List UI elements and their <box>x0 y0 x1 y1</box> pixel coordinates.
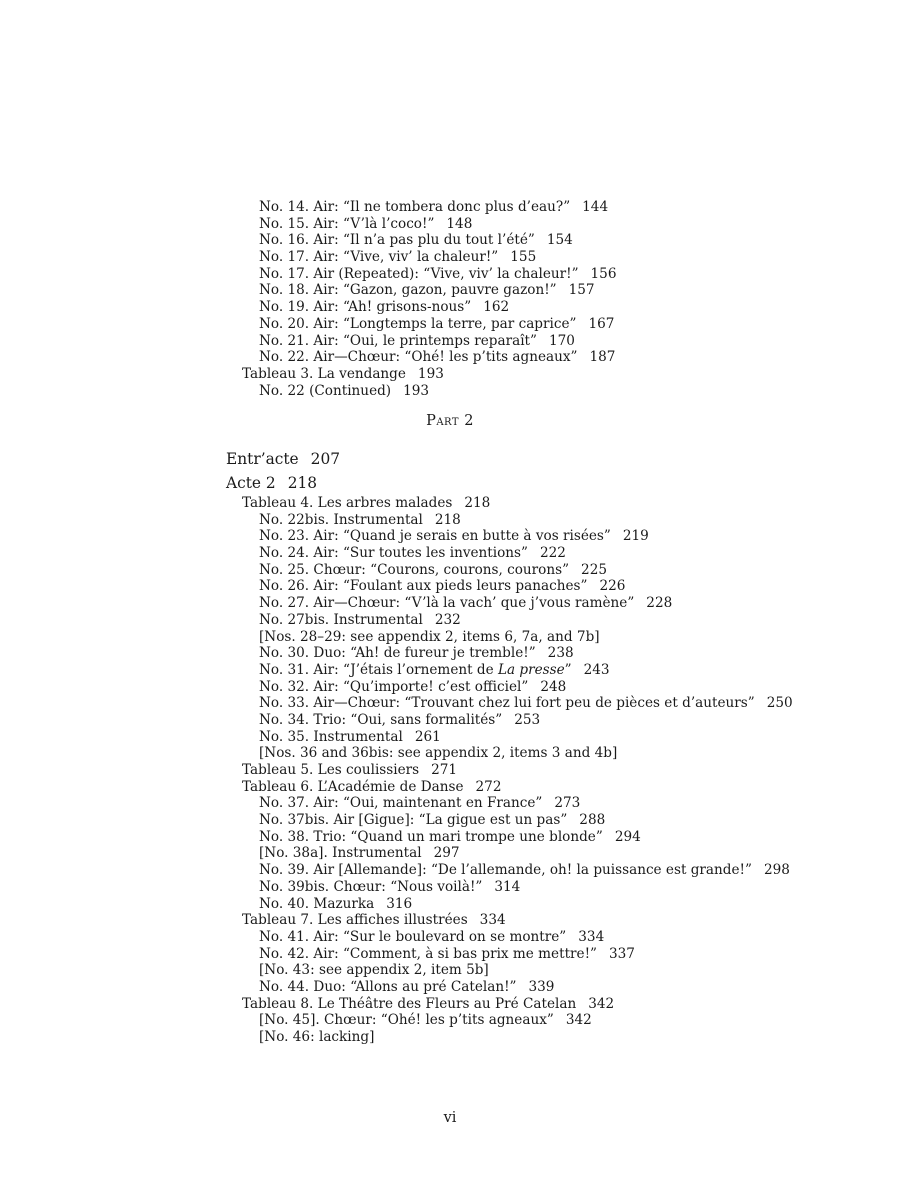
toc-entry-page-number: 193 <box>417 365 444 382</box>
toc-entry-title: No. 22 (Continued) <box>259 382 392 399</box>
toc-number-entry <box>226 266 846 283</box>
toc-entry-page-number: 334 <box>479 912 506 929</box>
toc-part2 <box>226 447 846 1046</box>
toc-entry-title: No. 39bis. Chœur: “Nous voilà!” <box>259 878 483 895</box>
toc-entry-title: No. 17. Air: “Vive, viv’ la chaleur!” <box>259 249 499 266</box>
toc-entry-page-number: 316 <box>386 895 413 912</box>
toc-number-entry <box>226 545 846 562</box>
toc-number-entry <box>226 979 846 996</box>
toc-entry-page-number: 342 <box>565 1012 592 1029</box>
toc-number-entry <box>226 349 846 366</box>
toc-entry-title: Tableau 3. La vendange <box>242 365 406 382</box>
toc-entry-page-number: 167 <box>588 315 615 332</box>
toc-number-entry <box>226 795 846 812</box>
toc-number-entry <box>226 662 846 679</box>
toc-number-entry <box>226 316 846 333</box>
toc-entry-page-number: 154 <box>546 232 573 249</box>
toc-entry-page-number: 314 <box>494 878 521 895</box>
toc-tableau-entry <box>226 495 846 512</box>
toc-number-entry <box>226 829 846 846</box>
toc-entry-page-number: 298 <box>763 862 790 879</box>
toc-entry-page-number: 219 <box>622 528 649 545</box>
toc-number-entry <box>226 845 846 862</box>
toc-entry-page-number: 253 <box>514 711 541 728</box>
toc-entry-title: [No. 43: see appendix 2, item 5b] <box>259 962 489 979</box>
toc-entry-title: [No. 45]. Chœur: “Ohé! les p’tits agneaux” <box>259 1012 554 1029</box>
toc-number-entry <box>226 199 846 216</box>
toc-entry-page-number: 271 <box>431 762 458 778</box>
toc-entry-title: No. 39. Air [Allemande]: “De l’allemande, oh! la puissance est grande!” <box>259 862 752 879</box>
footer-page-number: vi <box>443 1110 457 1126</box>
toc-entry-title: No. 42. Air: “Comment, à si bas prix me mettre!” <box>259 945 597 962</box>
toc-entry-title: No. 21. Air: “Oui, le printemps reparaît” <box>259 332 537 349</box>
toc-number-entry <box>226 879 846 896</box>
toc-entry-page-number: 162 <box>483 299 510 316</box>
section-title: Entr’acte <box>226 450 299 468</box>
toc-entry-page-number: 334 <box>578 928 605 945</box>
toc-entry-title: No. 34. Trio: “Oui, sans formalités” <box>259 711 503 728</box>
toc-entry-title: No. 19. Air: “Ah! grisons-nous” <box>259 299 472 316</box>
toc-entry-title: [Nos. 36 and 36bis: see appendix 2, items 3 and 4b] <box>259 745 618 762</box>
toc-entry-title: [No. 46: lacking] <box>259 1029 375 1045</box>
toc-entry-page-number: 261 <box>414 728 441 745</box>
toc-entry-page-number: 243 <box>583 661 610 678</box>
toc-entry-page-number: 250 <box>766 695 793 712</box>
toc-number-entry <box>226 712 846 729</box>
toc-entry-title: No. 27. Air—Chœur: “V’là la vach’ que j’vous ramène” <box>259 595 635 612</box>
toc-entry-title: No. 38. Trio: “Quand un mari trompe une blonde” <box>259 828 603 845</box>
toc-number-entry <box>226 729 846 746</box>
toc-entry-title: No. 17. Air (Repeated): “Vive, viv’ la chaleur!” <box>259 265 579 282</box>
toc-number-entry <box>226 562 846 579</box>
toc-entry-page-number: 225 <box>581 561 607 578</box>
toc-entry-page-number: 238 <box>547 645 574 662</box>
toc-entry-title: Tableau 6. L’Académie de Danse <box>242 778 464 795</box>
toc-entry-title: Tableau 8. Le Théâtre des Fleurs au Pré Catelan <box>242 995 577 1012</box>
toc-entry-title: No. 25. Chœur: “Courons, courons, courons” <box>259 561 570 578</box>
toc-entry-page-number: 248 <box>540 678 567 695</box>
toc-tableau-entry <box>226 912 846 929</box>
toc-entry-title: No. 26. Air: “Foulant aux pieds leurs panaches” <box>259 578 588 595</box>
toc-number-entry <box>226 695 846 712</box>
toc-number-entry <box>226 612 846 629</box>
toc-entry-title: No. 37bis. Air [Gigue]: “La gigue est un pas” <box>259 812 568 829</box>
toc-entry-title: No. 18. Air: “Gazon, gazon, pauvre gazon!” <box>259 282 557 299</box>
toc-number-entry <box>226 528 846 545</box>
toc-entry-title: No. 23. Air: “Quand je serais en butte à vos risées” <box>259 528 611 545</box>
toc-tableau-entry <box>226 762 846 779</box>
toc-entry-page-number: 297 <box>433 845 460 862</box>
toc-number-entry <box>226 216 846 233</box>
toc-entry-title: No. 20. Air: “Longtemps la terre, par caprice” <box>259 315 577 332</box>
section-heading-entracte <box>226 447 846 471</box>
toc-entry-title: No. 37. Air: “Oui, maintenant en France” <box>259 795 543 812</box>
toc-number-entry <box>226 629 846 646</box>
toc-entry-title: No. 22. Air—Chœur: “Ohé! les p’tits agneaux” <box>259 349 578 366</box>
toc-entry-page-number: 218 <box>464 495 491 511</box>
toc-entry-title: No. 14. Air: “Il ne tombera donc plus d’eau?” <box>259 199 571 215</box>
section-page-number: 207 <box>310 450 341 468</box>
toc-number-entry <box>226 282 846 299</box>
toc-number-entry <box>226 929 846 946</box>
toc-entry-page-number: 155 <box>510 249 537 266</box>
toc-entry-title: No. 33. Air—Chœur: “Trouvant chez lui fort peu de pièces et d’auteurs” <box>259 695 755 712</box>
toc-number-entry <box>226 896 846 913</box>
section-title: Acte 2 <box>226 474 276 492</box>
toc-entry-page-number: 148 <box>446 215 473 232</box>
toc-entry-title: No. 35. Instrumental <box>259 728 403 745</box>
toc-entry-page-number: 272 <box>475 778 502 795</box>
toc-number-entry <box>226 299 846 316</box>
toc-number-entry <box>226 333 846 350</box>
toc-number-entry <box>226 383 846 400</box>
toc-entry-title: No. 22bis. Instrumental <box>259 511 423 528</box>
toc-number-entry <box>226 1012 846 1029</box>
toc-number-entry <box>226 946 846 963</box>
toc-entry-title: No. 15. Air: “V’là l’coco!” <box>259 215 435 232</box>
toc-entry-title: Tableau 4. Les arbres malades <box>242 495 453 511</box>
toc-number-entry <box>226 862 846 879</box>
toc-entry-page-number: 273 <box>554 795 581 812</box>
toc-entry-page-number: 226 <box>599 578 626 595</box>
toc-entry-page-number: 337 <box>609 945 635 962</box>
section-heading-acte2 <box>226 471 846 495</box>
toc-entry-page-number: 342 <box>588 995 615 1012</box>
toc-entry-page-number: 144 <box>582 199 609 215</box>
toc-entry-page-number: 232 <box>434 611 461 628</box>
toc-entry-page-number: 294 <box>614 828 641 845</box>
toc-number-entry <box>226 1029 846 1046</box>
italic-title: La presse <box>497 661 565 678</box>
toc-entry-title: [Nos. 28–29: see appendix 2, items 6, 7a, and 7b] <box>259 628 600 645</box>
toc-entry-title: Tableau 7. Les affiches illustrées <box>242 912 468 929</box>
toc-entry-title: No. 31. Air: “J’étais l’ornement de La presse” <box>259 661 572 678</box>
toc-number-entry <box>226 679 846 696</box>
toc-entry-title: No. 24. Air: “Sur toutes les inventions” <box>259 545 528 562</box>
toc-number-entry <box>226 645 846 662</box>
toc-entry-page-number: 339 <box>528 978 555 995</box>
toc-number-entry <box>226 232 846 249</box>
toc-entry-page-number: 222 <box>539 545 566 562</box>
toc-number-entry <box>226 249 846 266</box>
toc-number-entry <box>226 745 846 762</box>
toc-number-entry <box>226 812 846 829</box>
toc-entry-title: No. 41. Air: “Sur le boulevard on se montre” <box>259 928 567 945</box>
toc-part1-continued <box>226 199 846 399</box>
toc-number-entry <box>226 962 846 979</box>
toc-number-entry <box>226 578 846 595</box>
part-heading: Part 2 <box>426 413 474 429</box>
acte2-entries <box>226 495 846 1046</box>
toc-entry-page-number: 228 <box>646 595 673 612</box>
toc-number-entry <box>226 595 846 612</box>
toc-entry-page-number: 187 <box>589 349 616 366</box>
toc-entry-title: No. 32. Air: “Qu’importe! c’est officiel” <box>259 678 529 695</box>
toc-number-entry <box>226 512 846 529</box>
toc-tableau-entry <box>226 779 846 796</box>
toc-entry-title: No. 40. Mazurka <box>259 895 375 912</box>
section-page-number: 218 <box>287 474 318 492</box>
toc-entry-title: [No. 38a]. Instrumental <box>259 845 422 862</box>
toc-entry-title: No. 16. Air: “Il n’a pas plu du tout l’été” <box>259 232 535 249</box>
toc-entry-title: No. 44. Duo: “Allons au pré Catelan!” <box>259 978 517 995</box>
toc-tableau-entry <box>226 996 846 1013</box>
toc-entry-page-number: 157 <box>568 282 595 299</box>
toc-entry-page-number: 156 <box>590 265 617 282</box>
toc-entry-title: No. 30. Duo: “Ah! de fureur je tremble!” <box>259 645 536 662</box>
toc-entry-page-number: 193 <box>403 382 430 399</box>
toc-entry-page-number: 288 <box>579 812 606 829</box>
toc-entry-page-number: 218 <box>434 511 461 528</box>
toc-entry-title: No. 27bis. Instrumental <box>259 611 423 628</box>
toc-entry-title: Tableau 5. Les coulissiers <box>242 762 420 778</box>
toc-tableau-entry <box>226 366 846 383</box>
toc-entry-page-number: 170 <box>548 332 575 349</box>
